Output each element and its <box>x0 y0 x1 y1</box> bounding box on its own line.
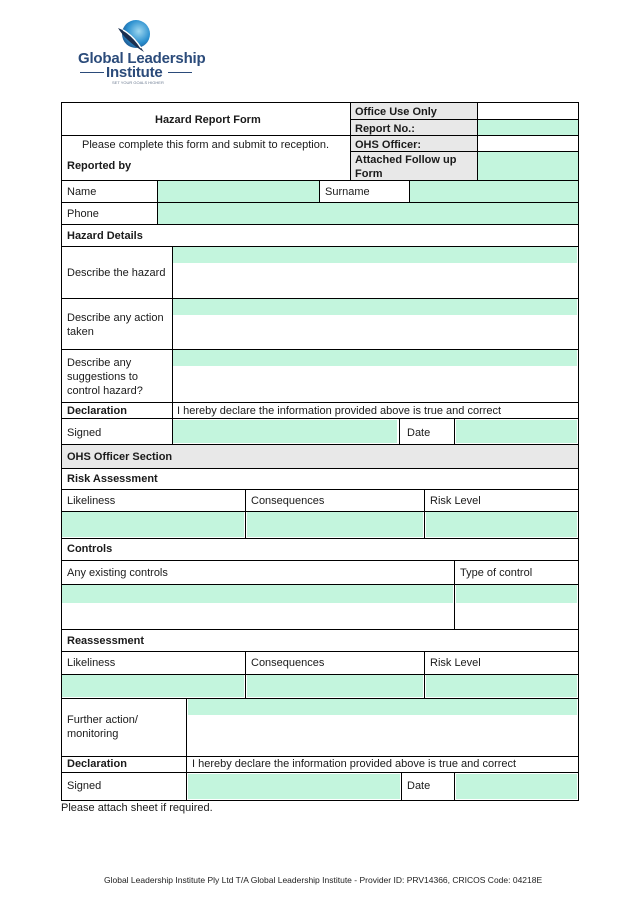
signature2-input[interactable] <box>188 774 400 799</box>
describe-hazard-label: Describe the hazard <box>67 267 166 279</box>
risk-level-input[interactable] <box>426 512 577 537</box>
consequences-input[interactable] <box>247 512 423 537</box>
phone-input[interactable] <box>159 204 577 223</box>
type-of-control-label: Type of control <box>460 567 533 579</box>
office-use-only-label: Office Use Only <box>355 106 437 118</box>
consequences-label: Consequences <box>251 495 325 507</box>
likeliness-input[interactable] <box>62 512 244 537</box>
reassess-risk-level-label: Risk Level <box>430 657 481 669</box>
further-action-label: Further action/ monitoring <box>67 714 138 740</box>
date-input[interactable] <box>456 420 577 443</box>
likeliness-label: Likeliness <box>67 495 116 507</box>
phone-label: Phone <box>67 208 99 220</box>
existing-controls-input[interactable] <box>62 585 453 628</box>
page-footer: Global Leadership Institute Ply Ltd T/A Global Leadership Institute - Provider ID: PRV14366, CRICOS Code: 04218E <box>104 875 543 885</box>
hazard-details-heading: Hazard Details <box>67 230 143 242</box>
type-of-control-input[interactable] <box>456 585 577 628</box>
attached-follow-up-label: Attached Follow up Form <box>355 154 457 180</box>
describe-suggestions-input[interactable] <box>173 350 577 402</box>
date2-input[interactable] <box>456 774 577 799</box>
follow-up-fill <box>477 152 578 180</box>
describe-hazard-input[interactable] <box>173 247 577 298</box>
declaration2-label: Declaration <box>67 758 127 770</box>
logo-tagline: SET YOUR GOALS HIGHER <box>112 80 164 85</box>
form-instruction: Please complete this form and submit to reception. <box>82 139 330 151</box>
reassess-consequences-input[interactable] <box>247 675 423 697</box>
globe-logo-icon <box>114 18 154 54</box>
declaration-label: Declaration <box>67 405 127 417</box>
describe-action-label: Describe any action taken <box>67 312 164 338</box>
report-no-fill <box>477 120 578 135</box>
office-use-input[interactable] <box>478 103 578 119</box>
name-input[interactable] <box>159 182 318 201</box>
report-no-label: Report No.: <box>355 123 415 135</box>
surname-label: Surname <box>325 186 370 198</box>
date2-label: Date <box>407 780 431 792</box>
date-label: Date <box>407 427 431 439</box>
describe-action-input[interactable] <box>173 299 577 349</box>
name-label: Name <box>67 186 97 198</box>
signature-input[interactable] <box>173 420 397 443</box>
further-action-input[interactable] <box>188 699 577 755</box>
controls-heading: Controls <box>67 543 113 555</box>
reassess-risk-level-input[interactable] <box>426 675 577 697</box>
ohs-officer-label: OHS Officer: <box>355 139 422 151</box>
reassessment-heading: Reassessment <box>67 635 145 647</box>
reassess-likeliness-label: Likeliness <box>67 657 116 669</box>
attach-note: Please attach sheet if required. <box>61 802 213 814</box>
declaration-text: I hereby declare the information provided above is true and correct <box>177 405 502 417</box>
reassess-likeliness-input[interactable] <box>62 675 244 697</box>
risk-level-label: Risk Level <box>430 495 481 507</box>
form-title: Hazard Report Form <box>155 114 261 126</box>
surname-input[interactable] <box>411 182 577 201</box>
signed2-label: Signed <box>67 780 102 792</box>
signed-label: Signed <box>67 427 102 439</box>
risk-assessment-heading: Risk Assessment <box>67 473 158 485</box>
reassess-consequences-label: Consequences <box>251 657 325 669</box>
logo-name-line2: Institute <box>106 64 163 81</box>
declaration2-text: I hereby declare the information provided above is true and correct <box>192 758 517 770</box>
reported-by-heading: Reported by <box>67 160 132 172</box>
logo-name-line1: Global Leadership <box>78 50 206 67</box>
existing-controls-label: Any existing controls <box>67 567 168 579</box>
ohs-officer-input[interactable] <box>478 136 578 151</box>
ohs-section-heading: OHS Officer Section <box>67 451 173 463</box>
describe-suggestions-label: Describe any suggestions to control hazard? <box>67 357 143 397</box>
